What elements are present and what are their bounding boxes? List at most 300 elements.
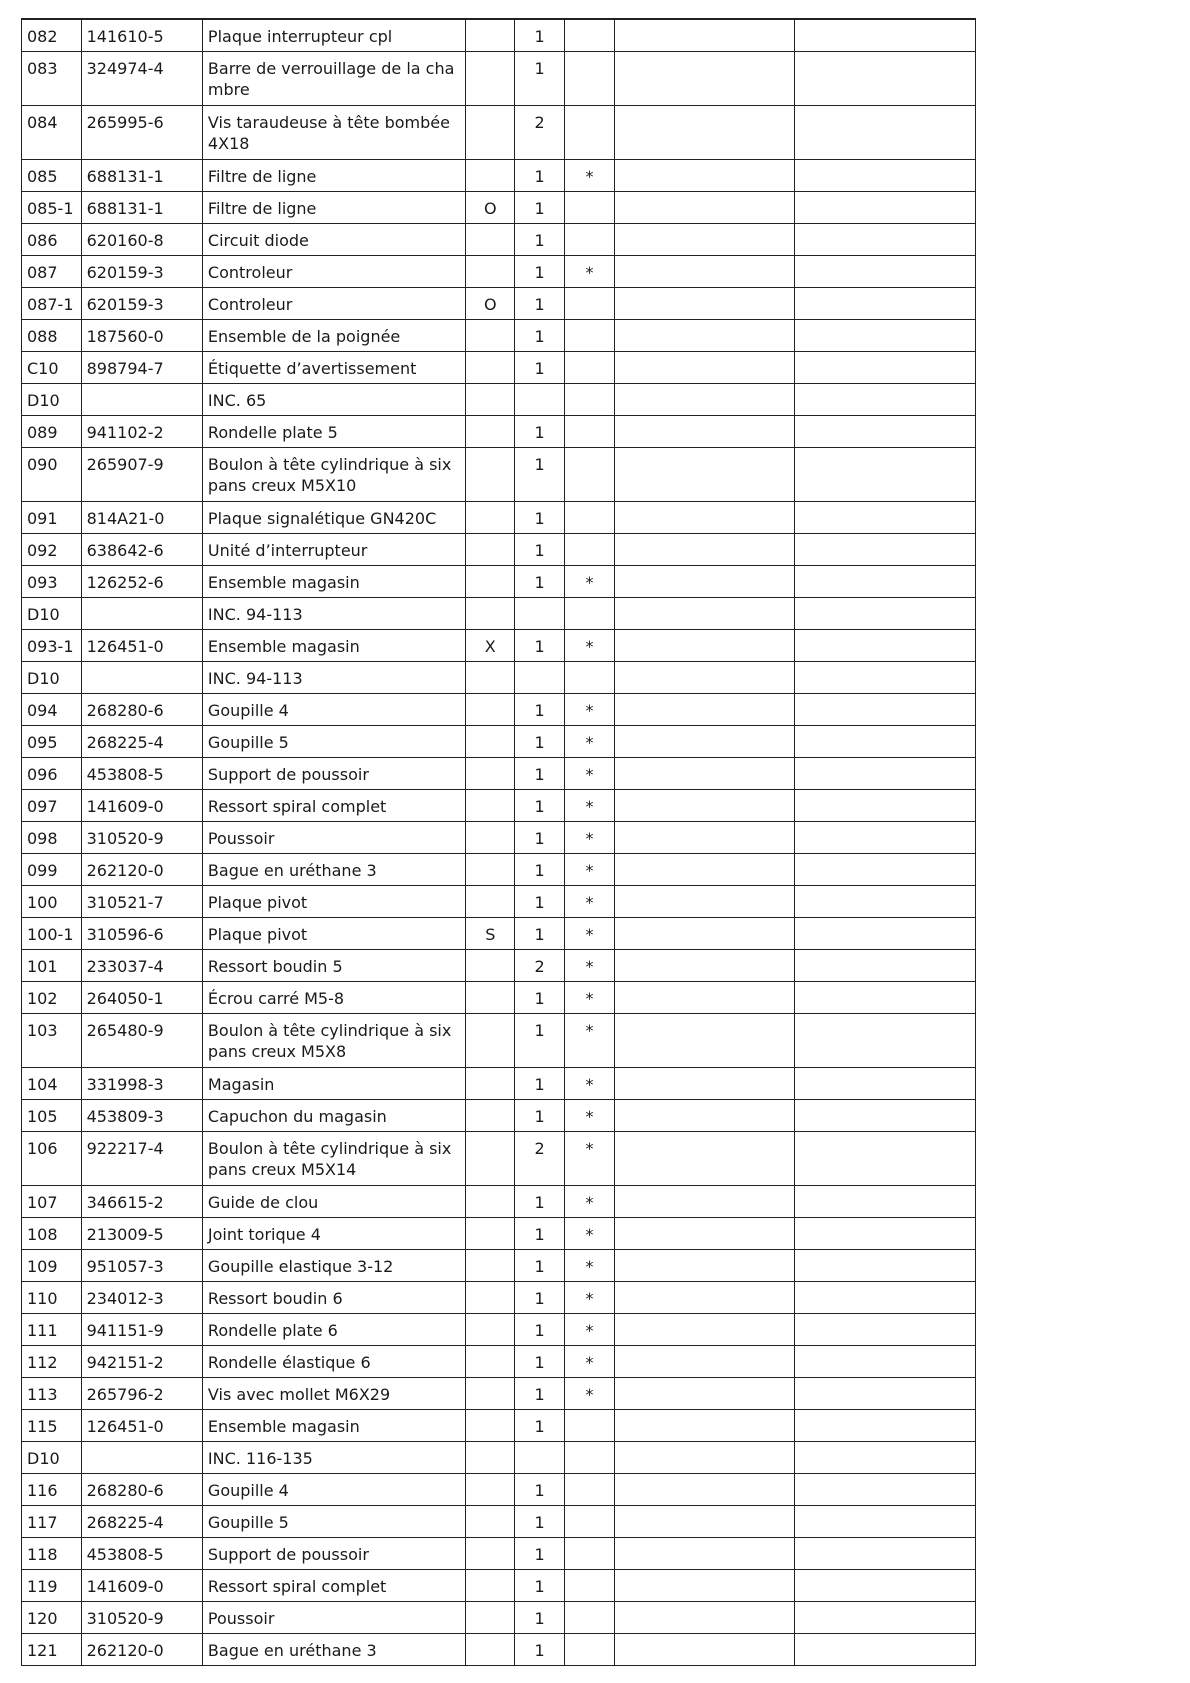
quantity-cell: 1 [515,566,564,598]
mark-cell: * [564,1250,614,1282]
empty-cell [615,1132,795,1186]
mark-cell: * [564,160,614,192]
note-cell [466,1014,515,1068]
description-cell: Plaque signalétique GN420C [202,502,465,534]
quantity-cell: 1 [515,416,564,448]
table-row [22,384,976,416]
note-cell [466,1538,515,1570]
table-row [22,1410,976,1442]
quantity-cell: 1 [515,1014,564,1068]
part-number-cell: 620160-8 [81,224,202,256]
note-cell [466,790,515,822]
description-cell: Plaque pivot [202,918,465,950]
description-cell: Ressort boudin 6 [202,1282,465,1314]
quantity-cell [515,662,564,694]
item-number-cell: 100-1 [22,918,82,950]
empty-cell [795,534,976,566]
table-row [22,1250,976,1282]
part-number-cell: 688131-1 [81,160,202,192]
mark-cell: * [564,1218,614,1250]
table-row [22,726,976,758]
empty-cell [795,822,976,854]
description-cell: Poussoir [202,1602,465,1634]
empty-cell [795,1506,976,1538]
part-number-cell: 898794-7 [81,352,202,384]
empty-cell [795,1442,976,1474]
note-cell [466,1068,515,1100]
quantity-cell: 2 [515,1132,564,1186]
part-number-cell: 187560-0 [81,320,202,352]
description-cell: Boulon à tête cylindrique à six pans creux M5X8 [202,1014,465,1068]
table-row [22,1506,976,1538]
note-cell [466,534,515,566]
empty-cell [795,192,976,224]
empty-cell [795,1250,976,1282]
empty-cell [795,918,976,950]
description-cell: Goupille elastique 3-12 [202,1250,465,1282]
quantity-cell [515,598,564,630]
mark-cell [564,416,614,448]
part-number-cell: 310520-9 [81,822,202,854]
empty-cell [795,1378,976,1410]
description-cell: Vis taraudeuse à tête bombée 4X18 [202,106,465,160]
empty-cell [615,758,795,790]
part-number-cell: 346615-2 [81,1186,202,1218]
part-number-cell: 620159-3 [81,288,202,320]
empty-cell [795,224,976,256]
note-cell [466,384,515,416]
table-row [22,352,976,384]
item-number-cell: 101 [22,950,82,982]
table-row [22,1570,976,1602]
quantity-cell: 1 [515,256,564,288]
table-row [22,566,976,598]
quantity-cell: 1 [515,1314,564,1346]
part-number-cell: 620159-3 [81,256,202,288]
note-cell [466,320,515,352]
table-row [22,224,976,256]
item-number-cell: 106 [22,1132,82,1186]
part-number-cell: 310520-9 [81,1602,202,1634]
item-number-cell: 120 [22,1602,82,1634]
table-row [22,822,976,854]
mark-cell: * [564,566,614,598]
note-cell [466,662,515,694]
empty-cell [615,534,795,566]
part-number-cell: 233037-4 [81,950,202,982]
empty-cell [615,1378,795,1410]
item-number-cell: 108 [22,1218,82,1250]
description-cell: INC. 65 [202,384,465,416]
quantity-cell [515,384,564,416]
empty-cell [615,192,795,224]
item-number-cell: 086 [22,224,82,256]
description-cell: Boulon à tête cylindrique à six pans creux M5X10 [202,448,465,502]
mark-cell [564,448,614,502]
item-number-cell: D10 [22,384,82,416]
empty-cell [615,822,795,854]
note-cell [466,1282,515,1314]
item-number-cell: 117 [22,1506,82,1538]
empty-cell [615,52,795,106]
mark-cell: * [564,1100,614,1132]
empty-cell [615,384,795,416]
note-cell [466,1346,515,1378]
part-number-cell: 126451-0 [81,630,202,662]
mark-cell [564,320,614,352]
empty-cell [615,106,795,160]
note-cell [466,224,515,256]
note-cell [466,982,515,1014]
note-cell: X [466,630,515,662]
mark-cell: * [564,886,614,918]
empty-cell [615,982,795,1014]
part-number-cell: 265480-9 [81,1014,202,1068]
part-number-cell: 265796-2 [81,1378,202,1410]
description-cell: Controleur [202,288,465,320]
description-cell: Capuchon du magasin [202,1100,465,1132]
description-cell: Unité d’interrupteur [202,534,465,566]
quantity-cell: 1 [515,1570,564,1602]
empty-cell [795,1068,976,1100]
empty-cell [615,886,795,918]
part-number-cell: 638642-6 [81,534,202,566]
empty-cell [795,1014,976,1068]
item-number-cell: 121 [22,1634,82,1666]
note-cell [466,1570,515,1602]
part-number-cell: 951057-3 [81,1250,202,1282]
empty-cell [795,694,976,726]
table-row [22,1314,976,1346]
empty-cell [615,320,795,352]
note-cell [466,1378,515,1410]
parts-list-body [22,19,976,1666]
empty-cell [615,1442,795,1474]
item-number-cell: 112 [22,1346,82,1378]
part-number-cell: 310521-7 [81,886,202,918]
empty-cell [795,1570,976,1602]
quantity-cell [515,1442,564,1474]
description-cell: Goupille 5 [202,726,465,758]
mark-cell [564,106,614,160]
part-number-cell [81,598,202,630]
empty-cell [615,950,795,982]
empty-cell [615,1538,795,1570]
part-number-cell: 324974-4 [81,52,202,106]
quantity-cell: 1 [515,288,564,320]
item-number-cell: D10 [22,662,82,694]
description-cell: Écrou carré M5-8 [202,982,465,1014]
mark-cell [564,662,614,694]
mark-cell: * [564,630,614,662]
mark-cell [564,1474,614,1506]
quantity-cell: 1 [515,1474,564,1506]
empty-cell [795,1538,976,1570]
note-cell [466,1506,515,1538]
item-number-cell: 087-1 [22,288,82,320]
table-row [22,598,976,630]
quantity-cell: 1 [515,854,564,886]
empty-cell [795,1346,976,1378]
description-cell: Ensemble de la poignée [202,320,465,352]
empty-cell [795,630,976,662]
table-row [22,1068,976,1100]
quantity-cell: 1 [515,758,564,790]
empty-cell [615,662,795,694]
part-number-cell [81,384,202,416]
note-cell: O [466,288,515,320]
item-number-cell: D10 [22,598,82,630]
item-number-cell: 098 [22,822,82,854]
part-number-cell: 141610-5 [81,19,202,52]
mark-cell [564,288,614,320]
mark-cell [564,19,614,52]
part-number-cell: 141609-0 [81,1570,202,1602]
table-row [22,790,976,822]
note-cell [466,726,515,758]
part-number-cell: 922217-4 [81,1132,202,1186]
item-number-cell: 105 [22,1100,82,1132]
part-number-cell: 331998-3 [81,1068,202,1100]
quantity-cell: 1 [515,320,564,352]
note-cell [466,19,515,52]
empty-cell [615,1282,795,1314]
empty-cell [795,320,976,352]
part-number-cell: 213009-5 [81,1218,202,1250]
empty-cell [615,598,795,630]
part-number-cell: 453808-5 [81,1538,202,1570]
table-row [22,1218,976,1250]
item-number-cell: 099 [22,854,82,886]
empty-cell [795,1634,976,1666]
item-number-cell: 085-1 [22,192,82,224]
description-cell: Poussoir [202,822,465,854]
empty-cell [795,1100,976,1132]
description-cell: Ressort boudin 5 [202,950,465,982]
description-cell: Circuit diode [202,224,465,256]
description-cell: Plaque pivot [202,886,465,918]
part-number-cell: 234012-3 [81,1282,202,1314]
part-number-cell: 265907-9 [81,448,202,502]
note-cell [466,854,515,886]
description-cell: Rondelle plate 6 [202,1314,465,1346]
empty-cell [795,106,976,160]
description-cell: Support de poussoir [202,758,465,790]
empty-cell [795,758,976,790]
part-number-cell: 262120-0 [81,854,202,886]
empty-cell [615,790,795,822]
description-cell: INC. 116-135 [202,1442,465,1474]
empty-cell [795,950,976,982]
part-number-cell: 268225-4 [81,726,202,758]
quantity-cell: 1 [515,1068,564,1100]
empty-cell [795,1282,976,1314]
item-number-cell: 082 [22,19,82,52]
table-row [22,1634,976,1666]
mark-cell: * [564,1132,614,1186]
item-number-cell: 107 [22,1186,82,1218]
table-row [22,192,976,224]
item-number-cell: 119 [22,1570,82,1602]
item-number-cell: 087 [22,256,82,288]
description-cell: Guide de clou [202,1186,465,1218]
item-number-cell: 118 [22,1538,82,1570]
table-row [22,416,976,448]
mark-cell [564,1570,614,1602]
table-row [22,662,976,694]
empty-cell [795,384,976,416]
part-number-cell: 265995-6 [81,106,202,160]
mark-cell: * [564,1014,614,1068]
item-number-cell: 085 [22,160,82,192]
empty-cell [615,1474,795,1506]
description-cell: Goupille 4 [202,1474,465,1506]
table-row [22,1538,976,1570]
quantity-cell: 1 [515,726,564,758]
description-cell: Barre de verrouillage de la chambre [202,52,465,106]
empty-cell [615,448,795,502]
quantity-cell: 1 [515,1186,564,1218]
note-cell [466,256,515,288]
table-row [22,1132,976,1186]
note-cell [466,598,515,630]
mark-cell [564,598,614,630]
note-cell [466,1602,515,1634]
mark-cell: * [564,256,614,288]
parts-list-table [21,18,976,1666]
empty-cell [795,1218,976,1250]
quantity-cell: 1 [515,502,564,534]
mark-cell: * [564,1378,614,1410]
mark-cell [564,192,614,224]
empty-cell [615,1346,795,1378]
item-number-cell: 096 [22,758,82,790]
item-number-cell: 100 [22,886,82,918]
empty-cell [795,288,976,320]
mark-cell [564,534,614,566]
item-number-cell: 110 [22,1282,82,1314]
item-number-cell: 093 [22,566,82,598]
description-cell: Rondelle élastique 6 [202,1346,465,1378]
quantity-cell: 1 [515,1250,564,1282]
empty-cell [795,1132,976,1186]
description-cell: Support de poussoir [202,1538,465,1570]
mark-cell [564,1506,614,1538]
item-number-cell: 084 [22,106,82,160]
description-cell: Ensemble magasin [202,1410,465,1442]
empty-cell [795,52,976,106]
description-cell: Bague en uréthane 3 [202,854,465,886]
quantity-cell: 1 [515,886,564,918]
empty-cell [615,256,795,288]
empty-cell [615,1186,795,1218]
description-cell: Ensemble magasin [202,630,465,662]
description-cell: Bague en uréthane 3 [202,1634,465,1666]
note-cell [466,52,515,106]
table-row [22,19,976,52]
description-cell: Filtre de ligne [202,160,465,192]
quantity-cell: 1 [515,1410,564,1442]
note-cell [466,1100,515,1132]
quantity-cell: 1 [515,790,564,822]
part-number-cell [81,662,202,694]
description-cell: Controleur [202,256,465,288]
part-number-cell: 126252-6 [81,566,202,598]
part-number-cell: 688131-1 [81,192,202,224]
quantity-cell: 1 [515,19,564,52]
table-row [22,160,976,192]
description-cell: Étiquette d’avertissement [202,352,465,384]
note-cell [466,1132,515,1186]
quantity-cell: 1 [515,1506,564,1538]
empty-cell [615,19,795,52]
quantity-cell: 1 [515,534,564,566]
part-number-cell [81,1442,202,1474]
part-number-cell: 814A21-0 [81,502,202,534]
quantity-cell: 1 [515,192,564,224]
quantity-cell: 1 [515,1282,564,1314]
table-row [22,918,976,950]
empty-cell [615,854,795,886]
note-cell [466,950,515,982]
note-cell [466,1186,515,1218]
table-row [22,256,976,288]
item-number-cell: 103 [22,1014,82,1068]
empty-cell [795,1186,976,1218]
item-number-cell: 089 [22,416,82,448]
quantity-cell: 1 [515,822,564,854]
table-row [22,694,976,726]
note-cell [466,502,515,534]
mark-cell [564,352,614,384]
quantity-cell: 1 [515,52,564,106]
note-cell [466,886,515,918]
part-number-cell: 268280-6 [81,694,202,726]
item-number-cell: 092 [22,534,82,566]
table-row [22,630,976,662]
item-number-cell: D10 [22,1442,82,1474]
note-cell [466,694,515,726]
item-number-cell: 091 [22,502,82,534]
part-number-cell: 453808-5 [81,758,202,790]
empty-cell [795,790,976,822]
mark-cell: * [564,758,614,790]
empty-cell [795,448,976,502]
note-cell [466,1474,515,1506]
description-cell: Ressort spiral complet [202,1570,465,1602]
item-number-cell: 111 [22,1314,82,1346]
table-row [22,1282,976,1314]
description-cell: Magasin [202,1068,465,1100]
table-row [22,288,976,320]
note-cell [466,822,515,854]
quantity-cell: 1 [515,630,564,662]
description-cell: Joint torique 4 [202,1218,465,1250]
description-cell: Filtre de ligne [202,192,465,224]
note-cell [466,758,515,790]
empty-cell [795,598,976,630]
empty-cell [795,1314,976,1346]
item-number-cell: 095 [22,726,82,758]
empty-cell [795,1474,976,1506]
note-cell [466,448,515,502]
empty-cell [615,502,795,534]
item-number-cell: 088 [22,320,82,352]
table-row [22,448,976,502]
table-row [22,1442,976,1474]
mark-cell: * [564,694,614,726]
item-number-cell: 113 [22,1378,82,1410]
